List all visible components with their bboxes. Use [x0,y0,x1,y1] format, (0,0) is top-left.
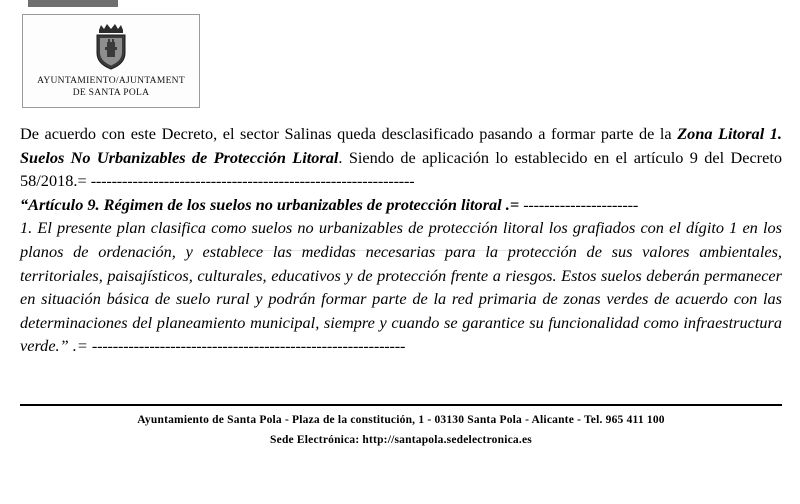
p1-seg-1: De acuerdo con este Decreto, el sector Salinas queda desclasificado pasando a formar parte de la [20,124,678,143]
document-body [20,122,782,358]
letterhead-block [22,14,200,108]
p2-seg-1: “Artículo 9. Régimen de los suelos no urbanizables de protección litoral .= [20,194,524,214]
footer-address-line: Ayuntamiento de Santa Pola - Plaza de la constitución, 1 - 03130 Santa Pola - Alicante - Tel. 965 411 100 [137,414,665,426]
paragraph-1 [20,122,782,193]
paragraph-3 [20,216,782,358]
footer-block [20,410,782,450]
p3-seg-1: 1. El presente plan clasifica como suelos no urbanizables de protección litoral los grafiados con el dígito 1 en los planos de ordenación, y establece las medidas necesarias para la protección de sus valores ambientales, territoriales, paisajísticos, culturales, educativos y de protección frente a riesgos. Estos suelos deberán permanecer en situación básica de suelo rural y podrán formar parte de la red primaria de zonas verdes de acuerdo con las determinaciones del planeamiento municipal, siempre y cuando se garantice su funcionalidad como infraestructura verde.” .= [20,218,782,356]
paragraph-2 [20,193,782,217]
p3-seg-2: ------------------------------------------------------------ [91,336,406,356]
footer-sede-electronica-line: Sede Electrónica: http://santapola.sedelectronica.es [270,434,532,446]
footer-divider [20,404,782,406]
letterhead-line-1: AYUNTAMIENTO/AJUNTAMENT [37,76,185,86]
letterhead-text [37,75,185,99]
scan-smudge-artifact [230,250,560,251]
p1-seg-2: Zona Litoral 1. Suelos No Urbanizables de Protección Litoral [20,124,782,167]
scan-top-artifact [28,0,118,7]
p1-seg-4: -------------------------------------------------------------- [90,171,415,191]
letterhead-line-2: DE SANTA POLA [72,88,150,98]
p1-seg-3: . Siendo de aplicación lo establecido en el artículo 9 del Decreto 58/2018.= [20,147,782,191]
coat-of-arms-icon [89,21,133,71]
p2-seg-2: ---------------------- [523,194,639,214]
